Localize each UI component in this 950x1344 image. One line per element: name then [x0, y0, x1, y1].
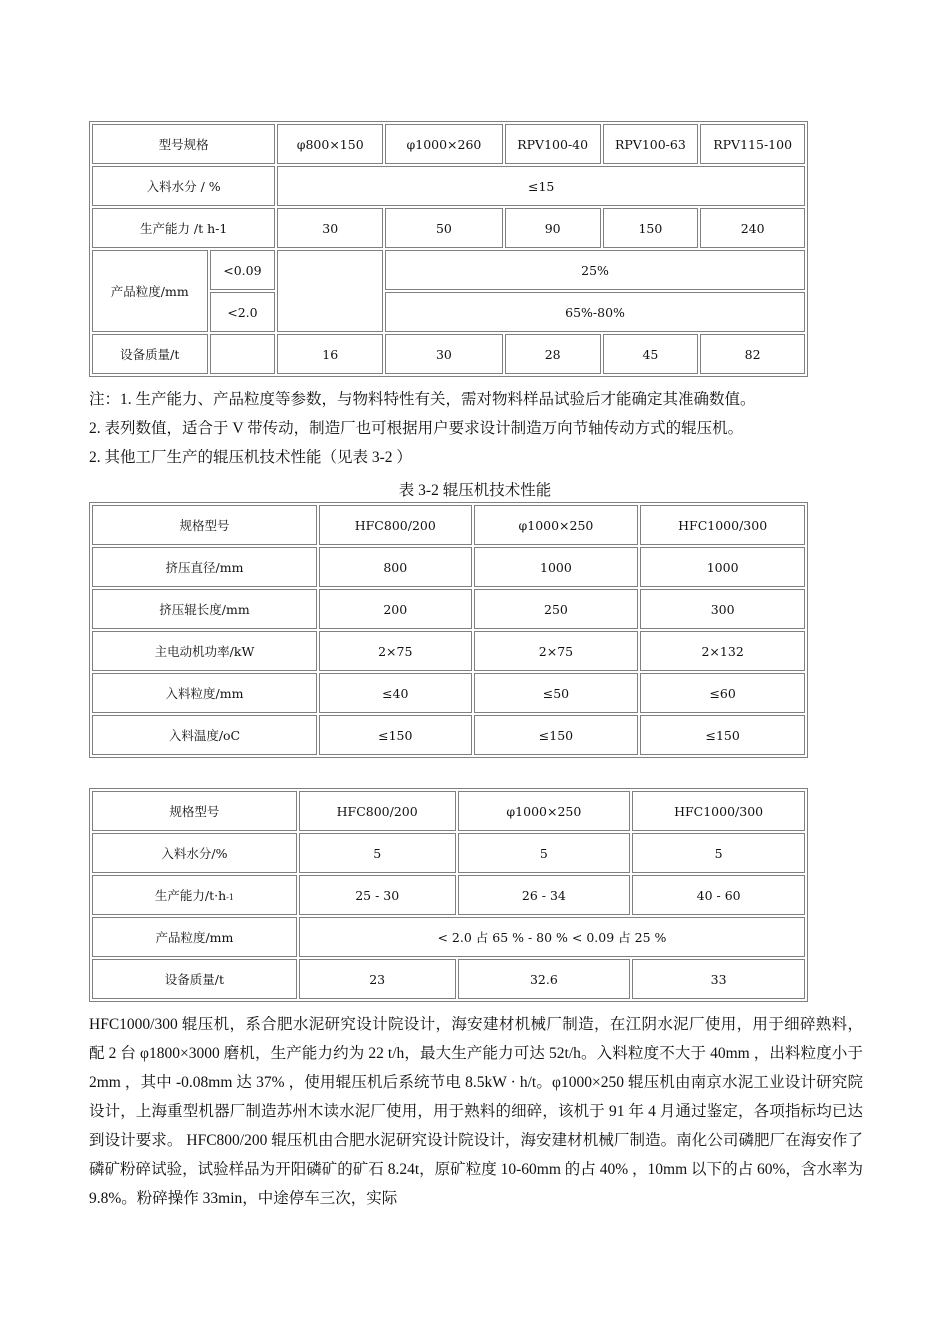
- table-row: [92, 673, 805, 713]
- cell-value: ≤150: [319, 715, 472, 755]
- cell-value: < 2.0 占 65 % - 80 % < 0.09 占 25 %: [299, 917, 805, 957]
- cell-value: 23: [299, 959, 456, 999]
- cell-value: 250: [474, 589, 639, 629]
- row-sublabel: <0.09: [210, 250, 276, 290]
- cell-value: ≤150: [640, 715, 805, 755]
- row-label: 设备质量/t: [92, 334, 208, 374]
- row-label: 产品粒度/mm: [92, 917, 297, 957]
- cell-value: 65%-80%: [385, 292, 805, 332]
- note-line: 注：1. 生产能力、产品粒度等参数，与物料特性有关，需对物料样品试验后才能确定其准确数值。: [89, 391, 756, 408]
- cell-value: 26 - 34: [458, 875, 631, 915]
- row-label: 入料温度/oC: [92, 715, 317, 755]
- row-label: 设备质量/t: [92, 959, 297, 999]
- cell-value: ≤50: [474, 673, 639, 713]
- table-notes: [89, 385, 863, 472]
- cell-value: 200: [319, 589, 472, 629]
- table-row: [92, 250, 805, 290]
- cell-value: 90: [505, 208, 601, 248]
- header-cell: HFC1000/300: [640, 505, 805, 545]
- row-label: 主电动机功率/kW: [92, 631, 317, 671]
- roller-press-spec-table-1: [89, 121, 808, 377]
- cell-value: ≤150: [474, 715, 639, 755]
- row-label: 挤压直径/mm: [92, 547, 317, 587]
- cell-value: 5: [299, 833, 456, 873]
- cell-value: 800: [319, 547, 472, 587]
- cell-value: 25%: [385, 250, 805, 290]
- cell-value: 45: [603, 334, 699, 374]
- cell-value: 240: [700, 208, 805, 248]
- note-line: 2. 其他工厂生产的辊压机技术性能（见表 3-2 ）: [89, 449, 412, 466]
- table-row: [92, 166, 805, 206]
- capacity-label-text: 生产能力/t·h: [154, 887, 227, 903]
- cell-value: 30: [385, 334, 503, 374]
- cell-value: 33: [632, 959, 805, 999]
- table-row: [92, 631, 805, 671]
- header-cell: φ1000×250: [458, 791, 631, 831]
- header-cell: RPV100-63: [603, 124, 699, 164]
- cell-value: 2×75: [319, 631, 472, 671]
- header-cell: RPV115-100: [700, 124, 805, 164]
- header-cell: 型号规格: [92, 124, 275, 164]
- cell-value: 25 - 30: [299, 875, 456, 915]
- table-row: [92, 208, 805, 248]
- cell-value: 32.6: [458, 959, 631, 999]
- header-cell: RPV100-40: [505, 124, 601, 164]
- body-paragraph: HFC1000/300 辊压机，系合肥水泥研究设计院设计，海安建材机械厂制造，在江阴水泥厂使用，用于细碎熟料，配 2 台 φ1800×3000 磨机，生产能力约为 22 t/h，最大生产能力可达 52t/h。入料粒度不大于 40mm ，出料粒度小于 2mm ，其中 -0.08mm 达 37% ，使用辊压机后系统节电 8.5kW · h/t。φ1000×250 辊压机由南京水泥工业设计研究院设计，上海重型机器厂制造苏州木读水泥厂使用，用于熟料的细碎，该机于 91 年 4 月通过鉴定，各项指标均已达到设计要求。 HFC800/200 辊压机由合肥水泥研究设计院设计，海安建材机械厂制造。南化公司磷肥厂在海安作了磷矿粉碎试验，试验样品为开阳磷矿的矿石 8.24t，原矿粒度 10-60mm 的占 40% ，10mm 以下的占 60%，含水率为 9.8%。粉碎操作 33min，中途停车三次，实际: [89, 1016, 863, 1207]
- header-cell: φ1000×250: [474, 505, 639, 545]
- table-row: [92, 715, 805, 755]
- cell-value: 150: [603, 208, 699, 248]
- cell-value: 28: [505, 334, 601, 374]
- header-cell: HFC1000/300: [632, 791, 805, 831]
- table-row: [92, 959, 805, 999]
- cell-value: ≤40: [319, 673, 472, 713]
- table-row: [92, 589, 805, 629]
- cell-value: 1000: [640, 547, 805, 587]
- table-row: [92, 875, 805, 915]
- row-label: 入料水分/%: [92, 833, 297, 873]
- cell-value: 30: [277, 208, 383, 248]
- row-sublabel: <2.0: [210, 292, 276, 332]
- header-cell: φ800×150: [277, 124, 383, 164]
- cell-value: 2×75: [474, 631, 639, 671]
- capacity-unit-exponent: -1: [226, 892, 234, 902]
- cell-value: 2×132: [640, 631, 805, 671]
- row-label: [92, 875, 297, 915]
- cell-value: 5: [632, 833, 805, 873]
- header-cell: φ1000×260: [385, 124, 503, 164]
- header-cell: 规格型号: [92, 505, 317, 545]
- table-row: [92, 334, 805, 374]
- cell-value: 16: [277, 334, 383, 374]
- table-row: [92, 917, 805, 957]
- cell-value: ≤60: [640, 673, 805, 713]
- header-cell: HFC800/200: [319, 505, 472, 545]
- table-row: [92, 547, 805, 587]
- row-label: 生产能力 /t h-1: [92, 208, 275, 248]
- cell-value: 40 - 60: [632, 875, 805, 915]
- table-row: [92, 791, 805, 831]
- table-row: [92, 505, 805, 545]
- empty-cell: [210, 334, 276, 374]
- cell-value: 5: [458, 833, 631, 873]
- note-line: 2. 表列数值，适合于 V 带传动，制造厂也可根据用户要求设计制造万向节轴传动方式的辊压机。: [89, 420, 744, 437]
- table-caption: 表 3-2 辊压机技术性能: [398, 482, 552, 499]
- header-cell: HFC800/200: [299, 791, 456, 831]
- row-label: 产品粒度/mm: [92, 250, 208, 332]
- cell-value: 82: [700, 334, 805, 374]
- roller-press-spec-table-3: [89, 788, 808, 1002]
- table-row: [92, 124, 805, 164]
- row-label: 挤压辊长度/mm: [92, 589, 317, 629]
- row-label: 入料粒度/mm: [92, 673, 317, 713]
- header-cell: 规格型号: [92, 791, 297, 831]
- cell-value: 1000: [474, 547, 639, 587]
- cell-value: 50: [385, 208, 503, 248]
- cell-value: ≤15: [277, 166, 805, 206]
- table-row: [92, 833, 805, 873]
- cell-value: 300: [640, 589, 805, 629]
- row-label: 入料水分 / %: [92, 166, 275, 206]
- empty-cell: [277, 250, 383, 332]
- roller-press-spec-table-2: [89, 502, 808, 758]
